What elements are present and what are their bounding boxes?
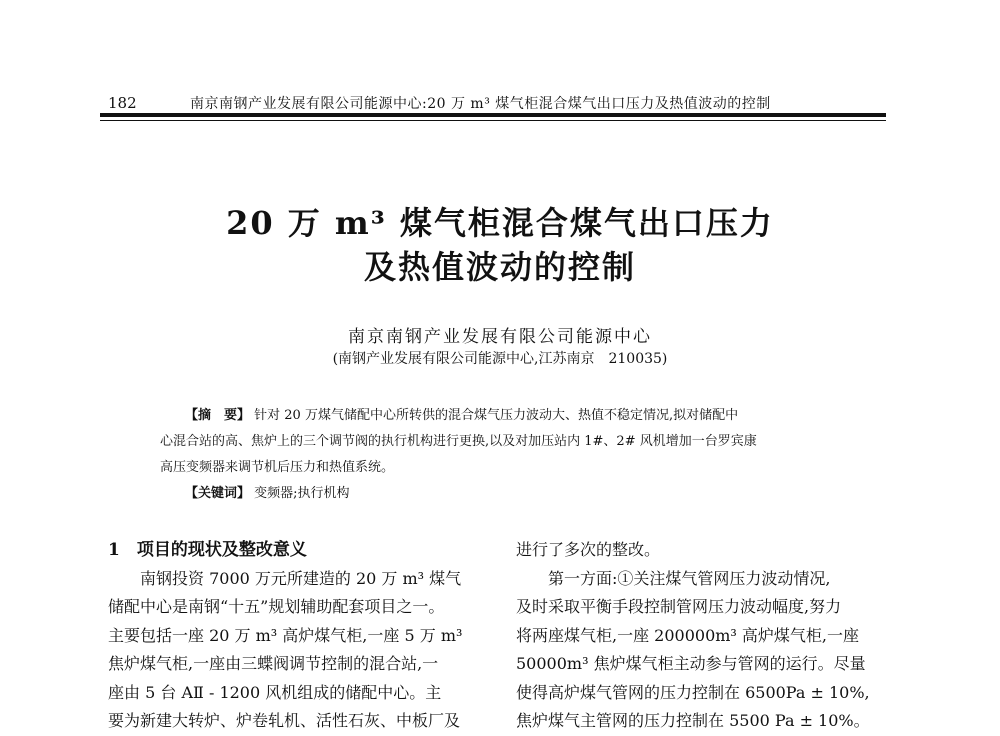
header-rule-thin bbox=[100, 120, 886, 121]
body-line: 第一方面:①关注煤气管网压力波动情况, bbox=[548, 568, 831, 588]
abstract-line-2: 心混合站的高、焦炉上的三个调节阀的执行机构进行更换,以及对加压站内 1#、2# 风机增加一台罗宾康 bbox=[160, 434, 757, 449]
author-address: (南钢产业发展有限公司能源中心,江苏南京 210035) bbox=[332, 351, 668, 367]
section-heading: 1 项目的现状及整改意义 bbox=[108, 540, 307, 560]
abstract-label: 【摘 要】 bbox=[185, 408, 251, 423]
body-line: 主要包括一座 20 万 m³ 高炉煤气柜,一座 5 万 m³ bbox=[108, 625, 463, 645]
body-line: 将两座煤气柜,一座 200000m³ 高炉煤气柜,一座 bbox=[516, 625, 860, 645]
abstract-text-1: 针对 20 万煤气储配中心所转供的混合煤气压力波动大、热值不稳定情况,拟对储配中 bbox=[254, 408, 739, 423]
page-number: 182 bbox=[108, 94, 137, 112]
article-title-line-2: 及热值波动的控制 bbox=[363, 248, 636, 286]
body-line: 焦炉煤气柜,一座由三蝶阀调节控制的混合站,一 bbox=[108, 654, 439, 673]
body-line: 及时采取平衡手段控制管网压力波动幅度,努力 bbox=[516, 597, 842, 616]
running-header-title: 南京南钢产业发展有限公司能源中心:20 万 m³ 煤气柜混合煤气出口压力及热值波动的控制 bbox=[190, 96, 771, 112]
body-line: 要为新建大转炉、炉卷轧机、活性石灰、中板厂及 bbox=[108, 711, 461, 730]
header-rule-thick bbox=[100, 113, 886, 117]
body-line: 储配中心是南钢“十五”规划辅助配套项目之一。 bbox=[108, 597, 445, 616]
left-column bbox=[108, 536, 488, 736]
right-column bbox=[516, 536, 892, 736]
body-line: 焦炉煤气主管网的压力控制在 5500 Pa ± 10%。 bbox=[516, 711, 870, 730]
keywords-label: 【关键词】 bbox=[185, 486, 251, 501]
author-organization: 南京南钢产业发展有限公司能源中心 bbox=[348, 327, 652, 347]
body-line: 50000m³ 焦炉煤气柜主动参与管网的运行。尽量 bbox=[516, 654, 866, 673]
abstract-line-3: 高压变频器来调节机后压力和热值系统。 bbox=[160, 460, 395, 475]
abstract-block bbox=[160, 403, 850, 507]
body-line: 南钢投资 7000 万元所建造的 20 万 m³ 煤气 bbox=[140, 568, 462, 588]
body-line: 座由 5 台 AⅡ - 1200 风机组成的储配中心。主 bbox=[108, 682, 442, 702]
abstract-line-1 bbox=[160, 403, 850, 429]
body-line: 进行了多次的整改。 bbox=[516, 540, 661, 559]
body-line: 使得高炉煤气管网的压力控制在 6500Pa ± 10%, bbox=[516, 682, 870, 702]
article-title-line-1: 20 万 m³ 煤气柜混合煤气出口压力 bbox=[226, 204, 774, 242]
keywords-line bbox=[160, 481, 850, 507]
keywords-text: 变频器;执行机构 bbox=[254, 486, 350, 501]
